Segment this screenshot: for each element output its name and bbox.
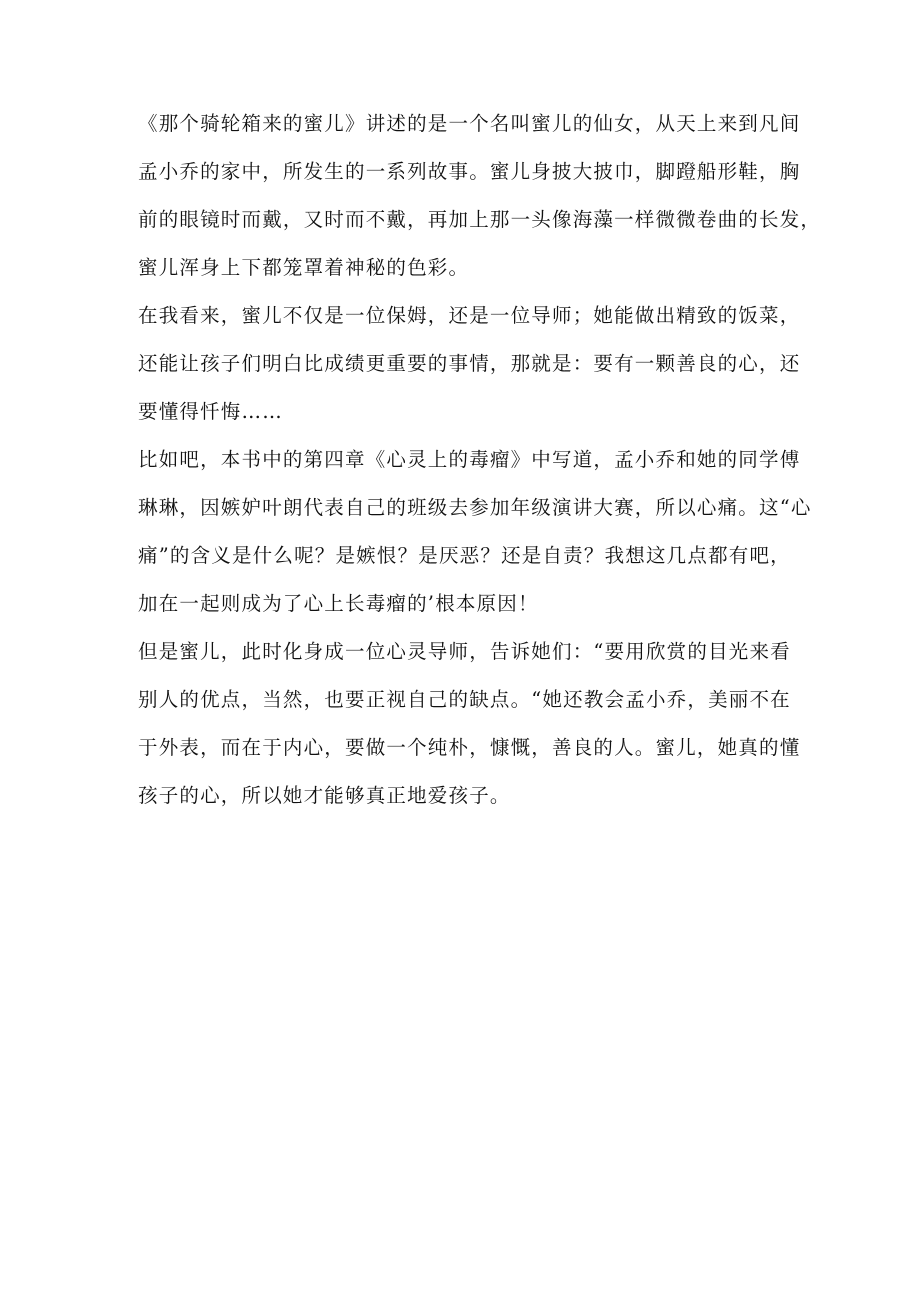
- text-line: 孟小乔的家中，所发生的一系列故事。蜜儿身披大披巾，脚蹬船形鞋，胸: [138, 160, 801, 183]
- text-line: 加在一起则成为了心上长毒瘤的’根本原因！: [138, 592, 539, 615]
- text-line: 《那个骑轮箱来的蜜儿》讲述的是一个名叫蜜儿的仙女，从天上来到凡间: [138, 112, 801, 135]
- text-line: 痛”的含义是什么呢？是嫉恨？是厌恶？还是自责？我想这几点都有吧，: [138, 544, 791, 567]
- text-line: 在我看来，蜜儿不仅是一位保姆，还是一位导师；她能做出精致的饭菜，: [138, 304, 801, 327]
- text-line: 前的眼镜时而戴，又时而不戴，再加上那一头像海藻一样微微卷曲的长发，: [138, 208, 822, 231]
- text-line: 蜜儿浑身上下都笼罩着神秘的色彩。: [138, 256, 470, 279]
- text-line: 还能让孩子们明白比成绩更重要的事情，那就是：要有一颗善良的心，还: [138, 352, 801, 375]
- paragraph-3: [138, 436, 812, 628]
- text-line: 于外表，而在于内心，要做一个纯朴，慷慨，善良的人。蜜儿，她真的懂: [138, 736, 801, 759]
- document-body: [138, 100, 822, 820]
- text-line: 琳琳，因嫉妒叶朗代表自己的班级去参加年级演讲大赛，所以心痛。这“心: [138, 496, 812, 519]
- text-line: 别人的优点，当然，也要正视自己的缺点。“她还教会孟小乔，美丽不在: [138, 688, 791, 711]
- paragraph-2: [138, 292, 801, 436]
- text-line: 孩子的心，所以她才能够真正地爱孩子。: [138, 784, 511, 807]
- text-line: 比如吧，本书中的第四章《心灵上的毒瘤》中写道，孟小乔和她的同学傅: [138, 448, 801, 471]
- text-line: 要懂得忏悔……: [138, 400, 283, 423]
- text-line: 但是蜜儿，此时化身成一位心灵导师，告诉她们：“要用欣赏的目光来看: [138, 640, 791, 663]
- paragraph-1: [138, 100, 822, 292]
- paragraph-4: [138, 628, 801, 820]
